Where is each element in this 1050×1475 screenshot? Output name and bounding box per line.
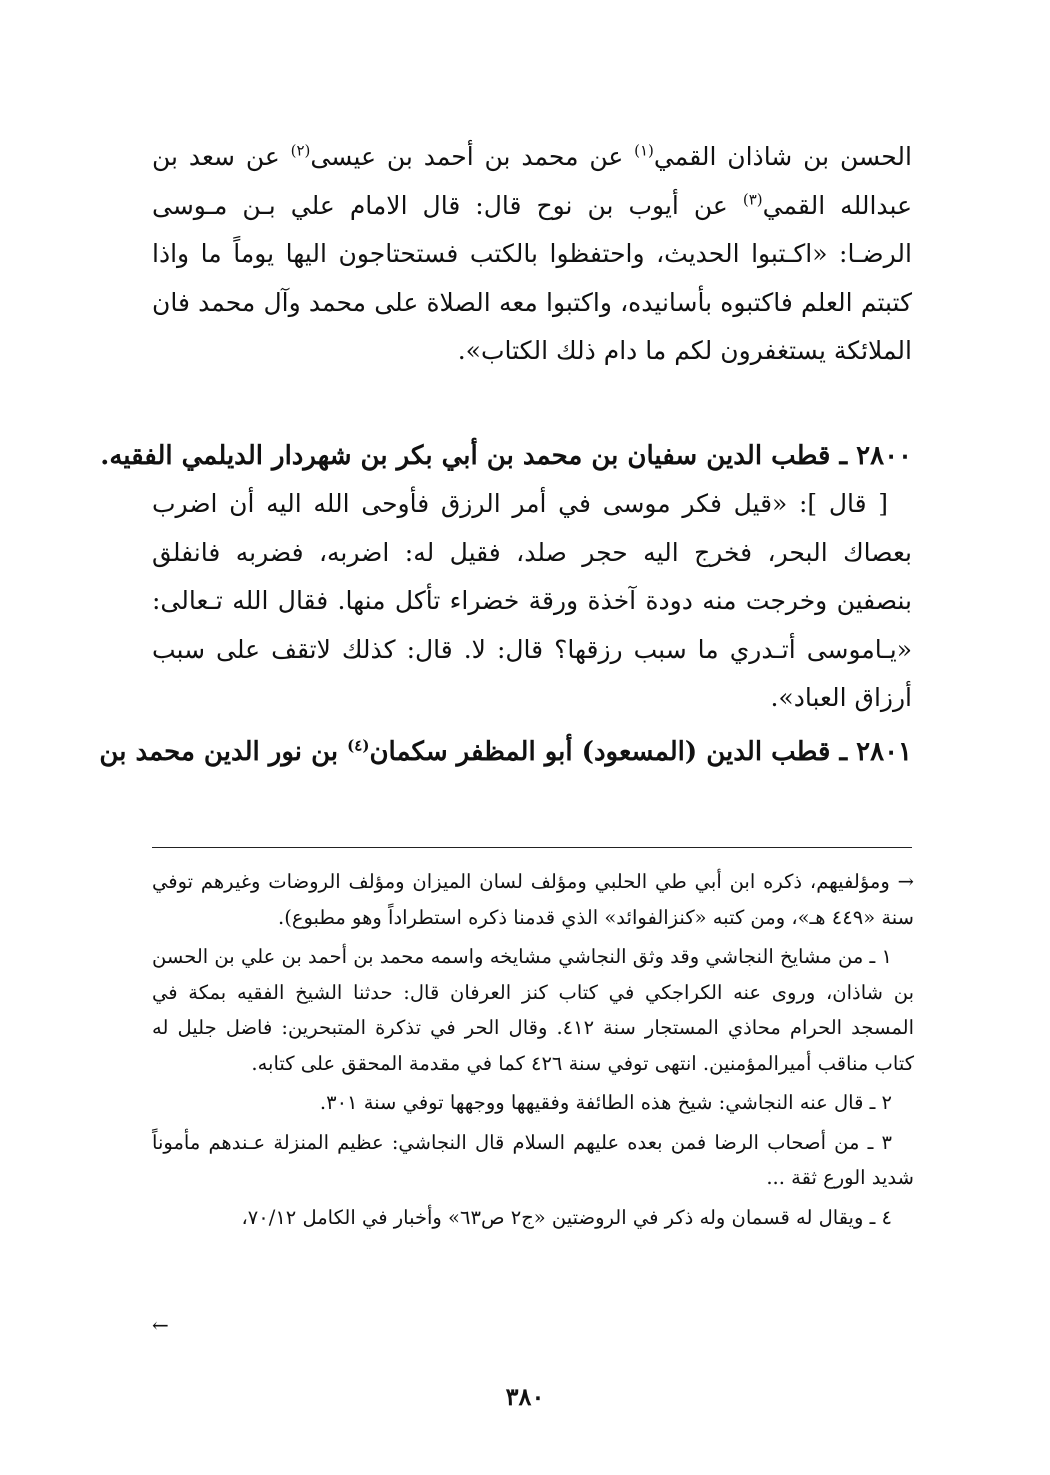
entry-2800-heading: ٢٨٠٠ ـ قطب الدين سفيان بن محمد بن أبي بكر بن شهردار الديلمي الفقيه. [100,441,912,471]
footnote-continuation-text: ومؤلفيهم، ذكره ابن أبي طي الحلبي ومؤلف لسان الميزان ومؤلف الروضات وغيرهم توفي سنة «٤٤٩ هـ»، ومن كتبه «كنزالفوائد» الذي قدمنا ذكره استطراداً وهو مطبوع). [152,870,914,929]
next-page-arrow-icon: ← [152,1313,169,1337]
footnote-ref-3: (٣) [742,190,763,209]
entry-2801-heading-text-2: بن نور الدين محمد بن [99,737,348,767]
footnote-3: ٣ ـ من أصحاب الرضا فمن بعده عليهم السلام قال النجاشي: عظيم المنزلة عـندهم مأموناً شديد الورع ثقة ... [152,1130,914,1189]
entry-2800-body: [ قال ]: «قيل فكر موسى في أمر الرزق فأوحى الله اليه أن اضرب بعصاك البحر، فخرج اليه حجر صلد، فقيل له: اضربه، فضربه فانفلق بنصفين وخرجت منه دودة آخذة ورقة خضراء تأكل منها. فقال الله تـعالى: «يـاموسى أتـدري ما سبب رزقها؟ قال: لا. قال: كذلك لاتقف على سبب أرزاق العباد». [152,489,912,712]
entry-2801-heading [99,728,912,776]
footnote-divider [152,847,912,848]
footnote-ref-4: (٤) [347,736,370,755]
intro-paragraph [152,133,912,376]
intro-text-3: عن سعد بن عبدالله القمي [152,142,912,220]
footnote-2: ٢ ـ قال عنه النجاشي: شيخ هذه الطائفة وفقيهها ووجهها توفي سنة ٣٠١. [319,1091,892,1114]
footnote-continuation [152,864,914,935]
footnote-ref-1: (١) [634,141,654,160]
intro-text-2: عن محمد بن أحمد بن عيسى [310,142,635,171]
continuation-arrow-icon: → [897,870,914,893]
entry-2800 [100,432,912,723]
footnote-ref-2: (٢) [290,141,311,160]
page-number: ٣٨٠ [505,1382,545,1411]
intro-text-1: الحسن بن شاذان القمي [653,142,912,171]
footnotes [152,864,914,1239]
footnote-1: ١ ـ من مشايخ النجاشي وقد وثق النجاشي مشايخه واسمه محمد بن أحمد بن علي بن الحسن بن شاذان، وروى عنه الكراجكي في كتاب كنز العرفان قال: حدثنا الشيخ الفقيه بمكة في المسجد الحرام محاذي المستجار سنة ٤١٢. وقال الحر في تذكرة المتبحرين: فاضل جليل له كتاب مناقب أميرالمؤمنين. انتهى توفي سنة ٤٢٦ كما في مقدمة المحقق على كتابه. [152,945,914,1075]
entry-2801-heading-text-1: ٢٨٠١ ـ قطب الدين (المسعود) أبو المظفر سكمان [369,737,912,767]
intro-text-4: عن أيوب بن نوح قال: قال الامام علي بـن مـوسى الرضـا: «اكـتبوا الحديث، واحتفظوا بالكتب فستحتاجون اليها يوماً ما واذا كتبتم العلم فاكتبوه بأسانيده، واكتبوا معه الصلاة على محمد وآل محمد فان الملائكة يستغفرون لكم ما دام ذلك الكتاب». [152,190,912,365]
entry-2801 [99,728,912,776]
footnote-4: ٤ ـ ويقال له قسمان وله ذكر في الروضتين «ج٢ ص٦٣» وأخبار في الكامل ٧٠/١٢، [241,1205,892,1229]
